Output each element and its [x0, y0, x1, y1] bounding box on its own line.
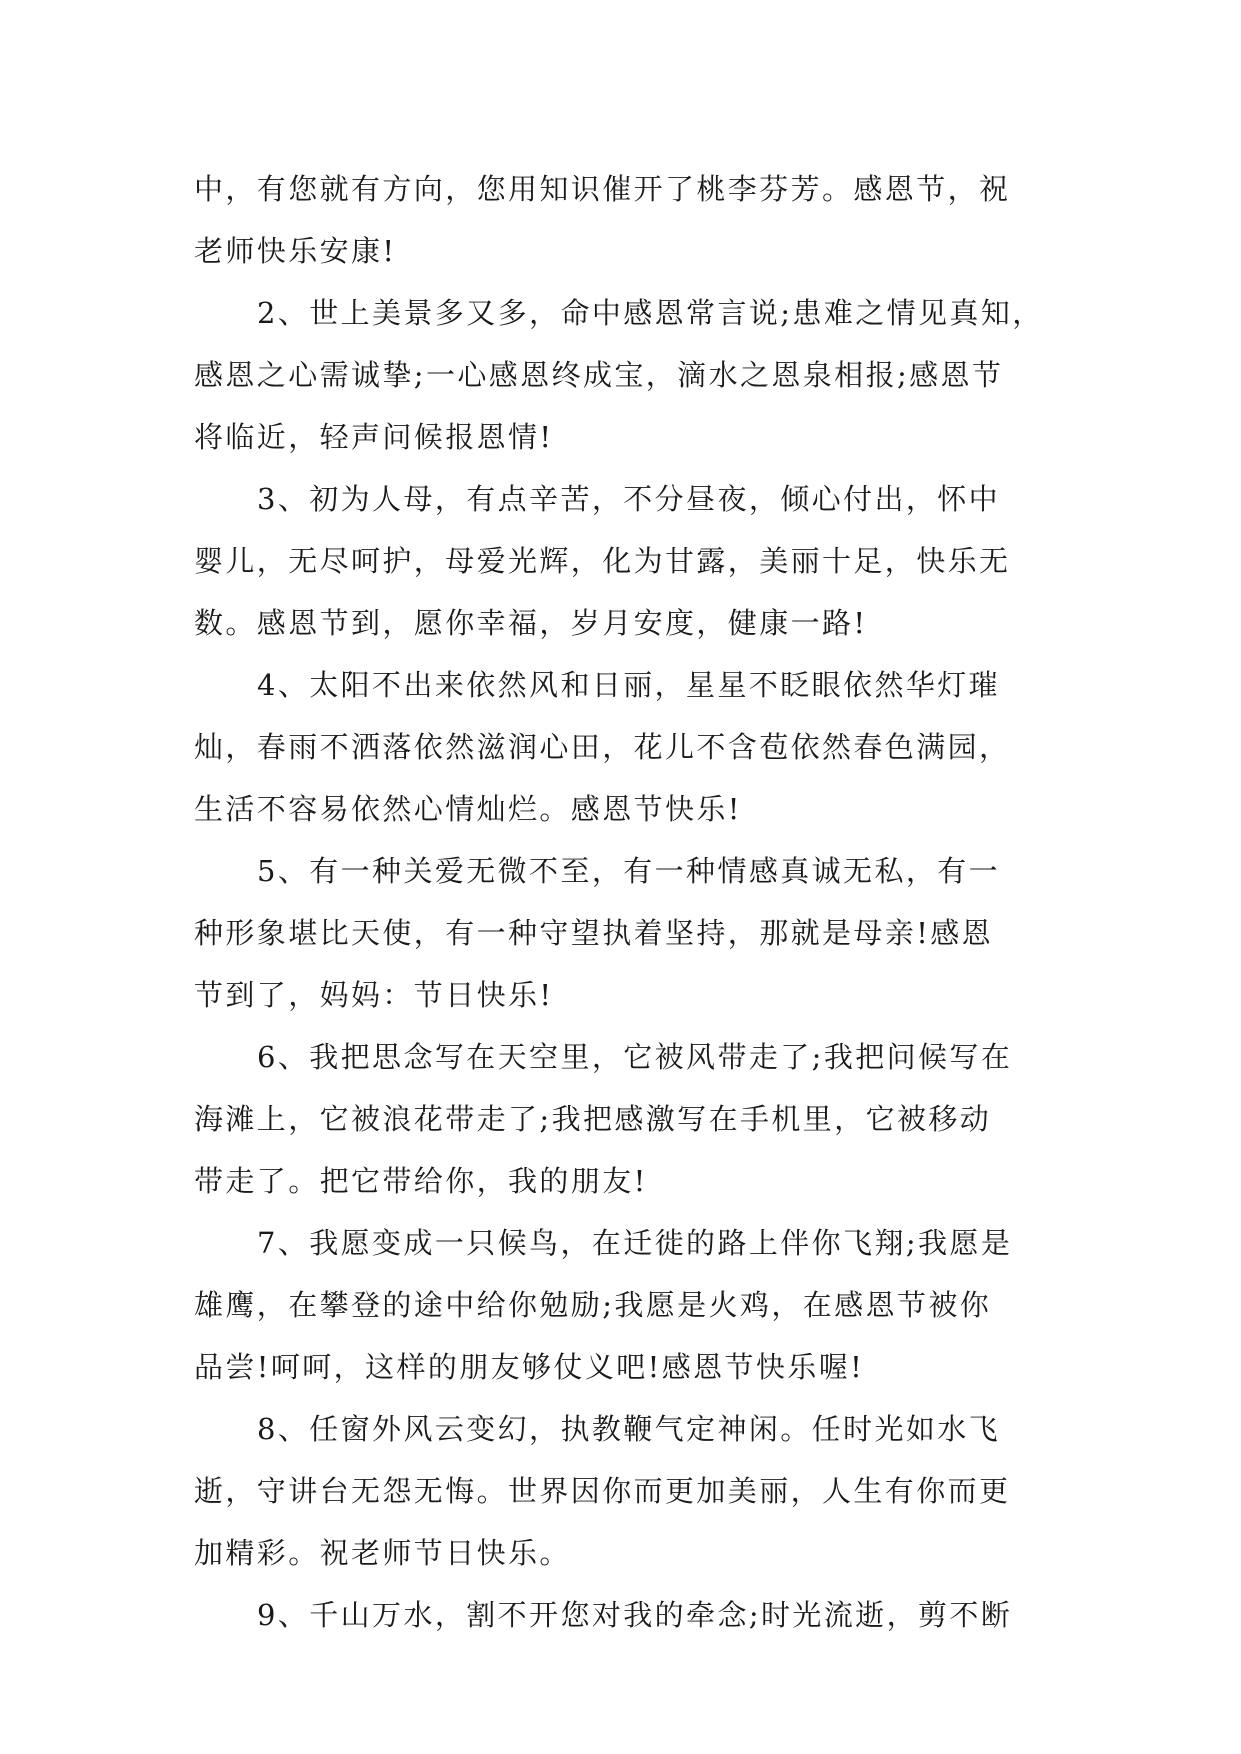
text-line: 婴儿，无尽呵护，母爱光辉，化为甘露，美丽十足，快乐无 [194, 544, 1011, 578]
paragraph-start-line: 2、世上美景多又多，命中感恩常言说;患难之情见真知， [257, 296, 1044, 330]
paragraph-start-line: 3、初为人母，有点辛苦，不分昼夜，倾心付出，怀中 [257, 482, 1001, 516]
text-line: 生活不容易依然心情灿烂。感恩节快乐! [194, 792, 742, 826]
text-line: 品尝!呵呵，这样的朋友够仗义吧!感恩节快乐喔! [194, 1350, 865, 1384]
paragraph-start-line: 7、我愿变成一只候鸟，在迁徙的路上伴你飞翔;我愿是 [257, 1226, 1013, 1260]
document-body [194, 158, 1059, 1646]
paragraph-start-line: 6、我把思念写在天空里，它被风带走了;我把问候写在 [257, 1040, 1013, 1074]
text-line: 数。感恩节到，愿你幸福，岁月安度，健康一路! [194, 606, 868, 640]
text-line: 海滩上，它被浪花带走了;我把感激写在手机里，它被移动 [194, 1102, 992, 1136]
text-line: 加精彩。祝老师节日快乐。 [194, 1536, 571, 1570]
paragraph-start-line: 5、有一种关爱无微不至，有一种情感真诚无私，有一 [257, 854, 1001, 888]
text-line: 逝，守讲台无怨无悔。世界因你而更加美丽，人生有你而更 [194, 1474, 1011, 1508]
text-line: 雄鹰，在攀登的途中给你勉励;我愿是火鸡，在感恩节被你 [194, 1288, 992, 1322]
paragraph-start-line: 4、太阳不出来依然风和日丽，星星不眨眼依然华灯璀 [257, 668, 1001, 702]
text-line: 老师快乐安康! [194, 234, 397, 268]
text-line: 种形象堪比天使，有一种守望执着坚持，那就是母亲!感恩 [194, 916, 994, 950]
text-line: 节到了，妈妈：节日快乐! [194, 978, 554, 1012]
text-line: 感恩之心需诚挚;一心感恩终成宝，滴水之恩泉相报;感恩节 [194, 358, 1004, 392]
text-line: 灿，春雨不洒落依然滋润心田，花儿不含苞依然春色满园， [194, 730, 1011, 764]
text-line: 带走了。把它带给你，我的朋友! [194, 1164, 648, 1198]
paragraph-start-line: 8、任窗外风云变幻，执教鞭气定神闲。任时光如水飞 [257, 1412, 1001, 1446]
paragraph-start-line: 9、千山万水，割不开您对我的牵念;时光流逝，剪不断 [257, 1598, 1013, 1632]
text-line: 中，有您就有方向，您用知识催开了桃李芬芳。感恩节，祝 [194, 172, 1011, 206]
text-line: 将临近，轻声问候报恩情! [194, 420, 554, 454]
